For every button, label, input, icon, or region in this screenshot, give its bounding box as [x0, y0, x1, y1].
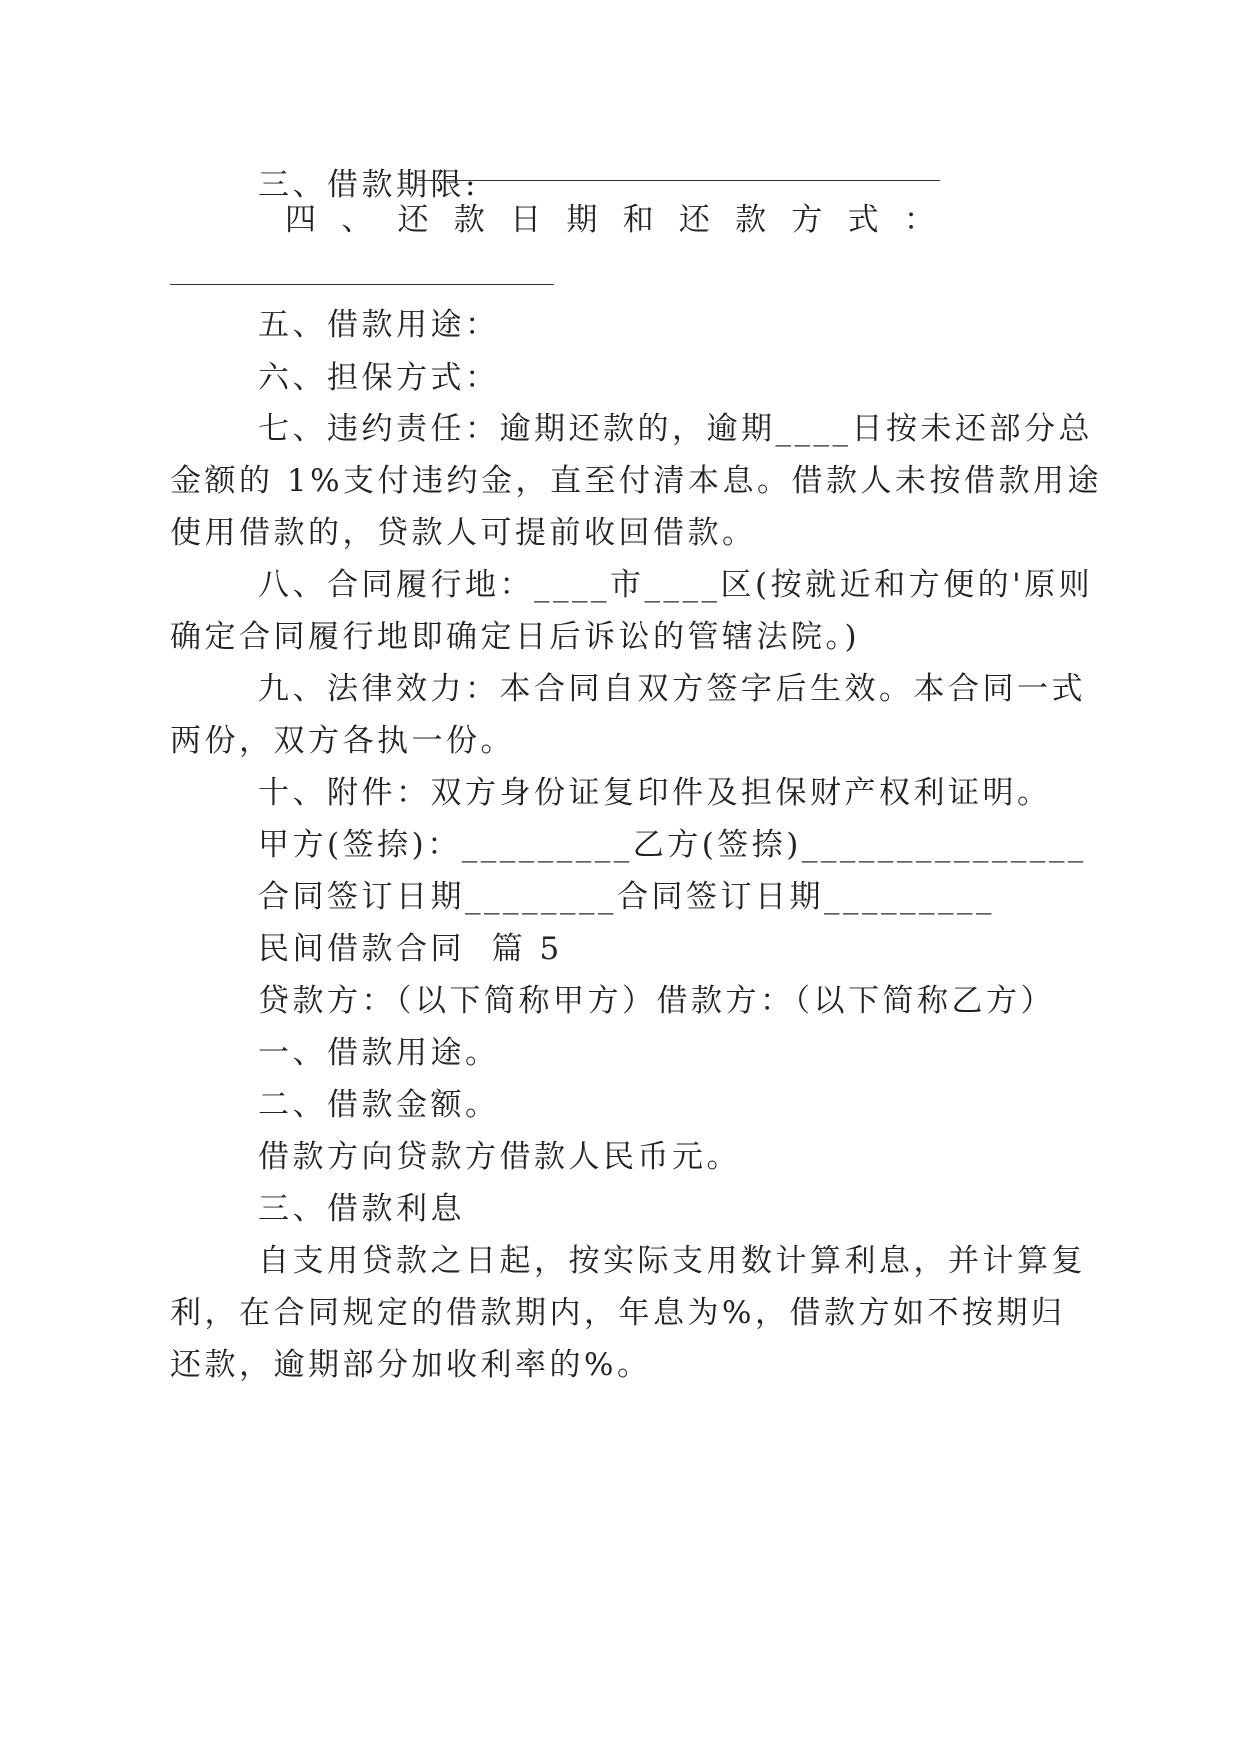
interest-text-1: 自支用贷款之日起，按实际支用数计算利息，并计算复	[258, 1243, 1086, 1279]
clause-7-liability-cont-2: 使用借款的，贷款人可提前收回借款。	[170, 515, 757, 551]
interest-text-3: 还款，逾期部分加收利率的%。	[170, 1347, 652, 1383]
clause-9-effect: 九、法律效力：本合同自双方签字后生效。本合同一式	[258, 671, 1086, 707]
signature-line: 甲方(签捺)：_________乙方(签捺)_______________	[258, 827, 1087, 863]
parties-line: 贷款方：（以下简称甲方）借款方：（以下简称乙方）	[258, 983, 1055, 1019]
signing-date-line: 合同签订日期________合同签订日期_________	[258, 879, 995, 915]
blank-line-loan-term	[418, 180, 940, 181]
item-1-purpose: 一、借款用途。	[258, 1035, 500, 1071]
clause-8-place-cont: 确定合同履行地即确定日后诉讼的管辖法院。)	[170, 619, 861, 655]
section-title-5: 民间借款合同 篇 5	[258, 931, 563, 967]
clause-7-liability-cont-1: 金额的 1%支付违约金，直至付清本息。借款人未按借款用途	[170, 463, 1103, 499]
clause-6-guarantee: 六、担保方式：	[258, 360, 500, 396]
item-3-interest: 三、借款利息	[258, 1191, 465, 1227]
item-2-amount: 二、借款金额。	[258, 1087, 500, 1123]
clause-7-liability: 七、违约责任：逾期还款的，逾期____日按未还部分总	[258, 411, 1093, 447]
interest-text-2: 利，在合同规定的借款期内，年息为%，借款方如不按期归	[170, 1295, 1066, 1331]
clause-10-attachment: 十、附件：双方身份证复印件及担保财产权利证明。	[258, 775, 1052, 811]
clause-3-loan-term: 三、借款期限:	[258, 167, 479, 203]
amount-text: 借款方向贷款方借款人民币元。	[258, 1139, 741, 1175]
clause-4-repayment: 四 、 还 款 日 期 和 还 款 方 式 ：	[285, 202, 935, 238]
clause-9-effect-cont: 两份，双方各执一份。	[170, 723, 515, 759]
clause-5-purpose: 五、借款用途：	[258, 307, 500, 343]
clause-8-place: 八、合同履行地：____市____区(按就近和方便的'原则	[258, 567, 1094, 603]
blank-line-repayment	[170, 284, 554, 285]
